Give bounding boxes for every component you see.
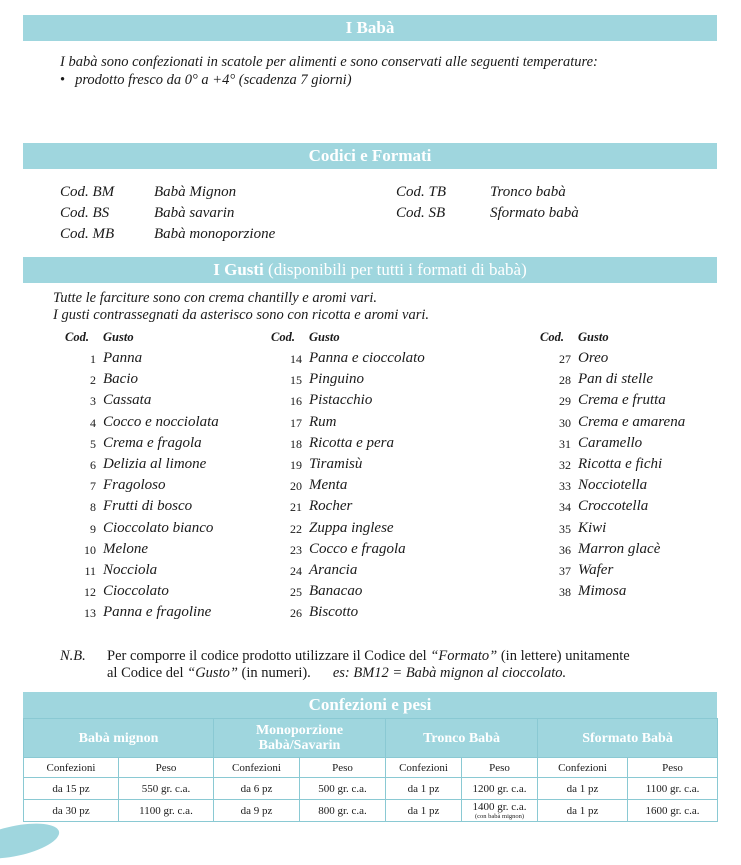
- format-name: Babà Mignon: [154, 184, 237, 200]
- flavor-code: 37: [559, 564, 571, 578]
- table-cell: da 1 pz: [386, 800, 462, 822]
- flavor-code: 36: [559, 542, 571, 557]
- flavor-name: Pinguino: [309, 371, 364, 388]
- format-code: Cod. BM: [60, 184, 115, 200]
- sub-header-peso: Peso: [300, 758, 386, 778]
- flavor-code: 11: [84, 564, 96, 578]
- flavor-name: Cioccolato bianco: [103, 519, 214, 536]
- flavor-name: Cocco e nocciolata: [103, 413, 219, 430]
- flavor-name: Bacio: [103, 371, 138, 388]
- flavor-name: Cioccolato: [103, 583, 169, 600]
- flavor-code: 28: [559, 373, 571, 388]
- sub-header-peso: Peso: [119, 758, 214, 778]
- flavor-name: Crema e amarena: [578, 413, 686, 430]
- flavor-name: Cocco e fragola: [309, 540, 406, 557]
- flavor-code: 32: [559, 458, 571, 472]
- table-cell: da 6 pz: [214, 778, 300, 800]
- table-cell: 1100 gr. c.a.: [119, 800, 214, 822]
- sub-header-confezioni: Confezioni: [538, 758, 628, 778]
- intro-text: I babà sono confezionati in scatole per alimenti e sono conservati alle seguenti temperature:: [60, 54, 598, 70]
- nb-line-1: Per comporre il codice prodotto utilizzare il Codice del “Formato” (in lettere) unitamente: [107, 648, 630, 664]
- flavor-code: 4: [90, 415, 96, 430]
- section-title-formats: Codici e Formati: [23, 143, 717, 169]
- flavor-name: Menta: [309, 477, 348, 494]
- flavor-name: Panna: [103, 350, 143, 366]
- flavor-code: 2: [90, 373, 96, 388]
- flavor-code: 10: [84, 542, 96, 557]
- format-code: Cod. MB: [60, 226, 115, 242]
- flavor-code: 18: [290, 436, 302, 451]
- group-header: Babà mignon: [24, 719, 214, 758]
- flavor-code: 24: [290, 564, 302, 578]
- col-header-flavor: Gusto: [578, 330, 609, 344]
- flavor-name: Melone: [103, 540, 148, 557]
- flavor-code: 35: [559, 521, 571, 536]
- nb-label: N.B.: [60, 648, 86, 664]
- flavor-name: Crema e frutta: [578, 392, 666, 409]
- flavor-code: 27: [559, 352, 571, 366]
- table-cell: da 30 pz: [24, 800, 119, 822]
- flavors-note: I gusti contrassegnati da asterisco sono con ricotta e aromi vari.: [53, 307, 430, 323]
- format-name: Sformato babà: [490, 205, 579, 221]
- group-header: Sformato Babà: [538, 719, 718, 758]
- flavor-name: Frutti di bosco: [103, 498, 193, 515]
- table-cell: 550 gr. c.a.: [119, 778, 214, 800]
- col-header-code: Cod.: [65, 330, 89, 344]
- group-header: Tronco Babà: [386, 719, 538, 758]
- flavor-code: 1: [90, 352, 96, 366]
- col-header-flavor: Gusto: [309, 330, 340, 344]
- flavor-code: 23: [290, 542, 302, 557]
- format-code: Cod. BS: [60, 205, 110, 221]
- sub-header-peso: Peso: [628, 758, 718, 778]
- flavor-code: 29: [559, 394, 571, 409]
- flavor-code: 12: [84, 585, 96, 600]
- flavor-name: Rum: [309, 413, 337, 430]
- group-header: Monoporzione Babà/Savarin: [214, 719, 386, 758]
- flavor-name: Delizia al limone: [103, 456, 207, 472]
- flavor-code: 3: [90, 394, 96, 409]
- format-name: Tronco babà: [490, 184, 566, 200]
- table-cell: [462, 800, 538, 822]
- flavor-code: 22: [290, 521, 302, 536]
- tronco-weight: 1400 gr. c.a.: [472, 800, 527, 813]
- flavors-note: Tutte le farciture sono con crema chantilly e aromi vari.: [53, 290, 378, 306]
- flavor-name: Tiramisù: [309, 456, 363, 472]
- flavor-code: 8: [90, 500, 96, 515]
- section-title-baba: I Babà: [23, 15, 717, 41]
- flavor-name: Ricotta e fichi: [578, 456, 663, 472]
- flavor-name: Banacao: [309, 583, 363, 600]
- flavor-code: 9: [90, 521, 96, 536]
- flavor-name: Cassata: [103, 392, 152, 409]
- section-title-packs: Confezioni e pesi: [23, 692, 717, 718]
- flavor-name: Caramello: [578, 434, 643, 451]
- flavor-name: Kiwi: [578, 519, 607, 536]
- table-cell: da 1 pz: [386, 778, 462, 800]
- flavor-name: Panna e cioccolato: [309, 350, 425, 366]
- flavor-name: Biscotto: [309, 604, 359, 621]
- flavor-name: Nocciola: [103, 562, 158, 578]
- flavor-name: Mimosa: [578, 583, 627, 600]
- table-cell: da 15 pz: [24, 778, 119, 800]
- flavor-code: 14: [290, 352, 302, 366]
- flavor-name: Arancia: [309, 562, 358, 578]
- flavor-name: Marron glacè: [578, 540, 661, 557]
- table-cell: 800 gr. c.a.: [300, 800, 386, 822]
- format-code: Cod. TB: [396, 184, 447, 200]
- flavor-code: 34: [559, 500, 571, 515]
- format-code: Cod. SB: [396, 205, 446, 221]
- flavor-code: 19: [290, 458, 302, 472]
- tronco-note: (con babà mignon): [474, 812, 525, 820]
- decorative-swoosh: [0, 817, 62, 865]
- flavor-name: Fragoloso: [103, 477, 166, 494]
- flavor-name: Pan di stelle: [578, 371, 653, 388]
- table-cell: 1200 gr. c.a.: [462, 778, 538, 800]
- flavor-code: 13: [84, 606, 96, 621]
- flavor-name: Rocher: [309, 498, 353, 515]
- flavor-code: 15: [290, 373, 302, 388]
- flavor-name: Crema e fragola: [103, 434, 202, 451]
- flavor-name: Ricotta e pera: [309, 434, 394, 451]
- col-header-code: Cod.: [540, 330, 564, 344]
- flavor-name: Pistacchio: [309, 392, 373, 409]
- flavor-code: 7: [90, 479, 96, 494]
- flavor-code: 25: [290, 585, 302, 600]
- flavor-name: Oreo: [578, 350, 609, 366]
- flavor-code: 17: [290, 415, 302, 430]
- table-cell: 500 gr. c.a.: [300, 778, 386, 800]
- flavor-code: 26: [290, 606, 302, 621]
- table-cell: da 1 pz: [538, 778, 628, 800]
- flavor-name: Wafer: [578, 562, 614, 578]
- flavor-name: Panna e fragoline: [103, 604, 212, 621]
- col-header-flavor: Gusto: [103, 330, 134, 344]
- flavor-name: Zuppa inglese: [309, 519, 394, 536]
- flavor-code: 31: [559, 436, 571, 451]
- flavor-code: 16: [290, 394, 302, 409]
- flavor-code: 20: [290, 479, 302, 494]
- flavor-name: Nocciotella: [578, 477, 648, 494]
- format-name: Babà savarin: [154, 205, 235, 221]
- flavor-code: 5: [90, 436, 96, 451]
- flavor-code: 30: [559, 415, 571, 430]
- table-cell: da 9 pz: [214, 800, 300, 822]
- flavor-code: 33: [559, 479, 571, 494]
- storage-bullet: • prodotto fresco da 0° a +4° (scadenza 7 giorni): [60, 72, 352, 88]
- bullet-icon: •: [60, 72, 66, 88]
- flavor-name: Croccotella: [578, 498, 649, 515]
- section-title-flavors: I Gusti (disponibili per tutti i formati di babà): [23, 257, 717, 283]
- table-cell: 1100 gr. c.a.: [628, 778, 718, 800]
- col-header-code: Cod.: [271, 330, 295, 344]
- table-cell: da 1 pz: [538, 800, 628, 822]
- sub-header-confezioni: Confezioni: [214, 758, 300, 778]
- format-name: Babà monoporzione: [154, 226, 276, 242]
- flavor-code: 6: [90, 458, 96, 472]
- sub-header-confezioni: Confezioni: [386, 758, 462, 778]
- sub-header-peso: Peso: [462, 758, 538, 778]
- packs-table: [23, 718, 718, 822]
- flavor-code: 21: [290, 500, 302, 515]
- sub-header-confezioni: Confezioni: [24, 758, 119, 778]
- table-cell: 1600 gr. c.a.: [628, 800, 718, 822]
- flavor-code: 38: [559, 585, 571, 600]
- nb-line-2: al Codice del “Gusto” (in numeri). es: BM12 = Babà mignon al cioccolato.: [107, 665, 567, 681]
